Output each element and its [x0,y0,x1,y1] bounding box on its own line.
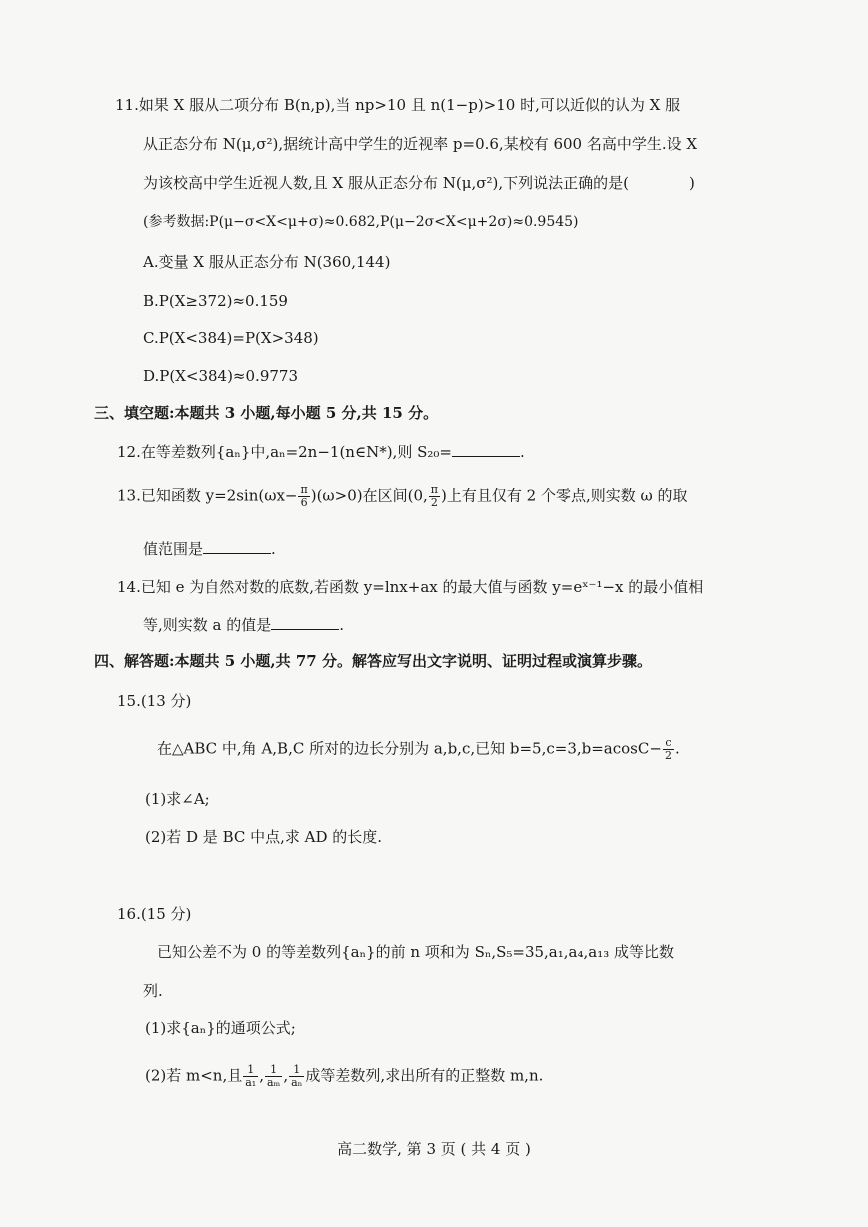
q14-line1: 14.已知 e 为自然对数的底数,若函数 y=lnx+ax 的最大值与函数 y=eˣ⁻¹−x 的最小值相 [117,578,704,596]
section-fill-in-heading: 三、填空题:本题共 3 小题,每小题 5 分,共 15 分。 [94,404,439,422]
q15-part2: (2)若 D 是 BC 中点,求 AD 的长度. [145,828,383,846]
q13-fraction-pi-6 [298,484,309,509]
q16-f1-numerator: 1 [243,1064,258,1077]
q13-answer-blank[interactable] [203,539,271,554]
q16-fraction-1-am [265,1064,282,1089]
q16-f3-numerator: 1 [289,1064,304,1077]
q13-text-a: 13.已知函数 y=2sin(ωx− [117,486,298,505]
q11-option-c: C.P(X<384)=P(X>348) [143,329,319,347]
q11-line2: 从正态分布 N(μ,σ²),据统计高中学生的近视率 p=0.6,某校有 600 名高中学生.设 X [143,135,698,153]
q13-text-c: )上有且仅有 2 个零点,则实数 ω 的取 [441,486,688,505]
q13-f1-numerator: π [300,483,308,496]
q11-line1: 11.如果 X 服从二项分布 B(n,p),当 np>10 且 n(1−p)>10 时,可以近似的认为 X 服 [115,96,681,114]
q16-sep-1: , [259,1066,264,1085]
q12-text: 12.在等差数列{aₙ}中,aₙ=2n−1(n∈N*),则 S₂₀= [117,443,452,461]
question-13 [117,484,688,509]
q12-end: . [519,443,525,461]
q16-f2-denominator: aₘ [267,1076,281,1089]
q15-part1: (1)求∠A; [145,790,210,808]
q16-stem-2: 列. [143,982,163,1000]
q16-f3-denominator: aₙ [291,1076,303,1089]
q15-stem-end: . [674,739,680,758]
q16-f1-denominator: a₁ [245,1076,257,1089]
q14-line2-text: 等,则实数 a 的值是 [143,616,272,634]
q11-option-d: D.P(X<384)≈0.9773 [143,367,298,385]
q16-heading: 16.(15 分) [117,905,192,923]
q14-end: . [339,616,345,634]
section-answer-heading: 四、解答题:本题共 5 小题,共 77 分。解答应写出文字说明、证明过程或演算步骤。 [94,652,652,670]
q16-part2-text-a: (2)若 m<n,且 [145,1066,243,1085]
q13-end: . [271,540,276,558]
q16-part2-text-b: 成等差数列,求出所有的正整数 m,n. [305,1066,544,1085]
q12-answer-blank[interactable] [452,442,520,457]
q13-text-b: )(ω>0)在区间(0, [310,486,428,505]
q15-numerator: c [663,737,674,750]
q13-line2-text: 值范围是 [143,540,204,558]
q13-fraction-pi-2 [429,484,440,509]
q15-heading: 15.(13 分) [117,692,192,710]
q16-part2 [145,1064,543,1089]
q11-line3: 为该校高中学生近视人数,且 X 服从正态分布 N(μ,σ²),下列说法正确的是( ) [143,174,695,192]
q15-stem-text: 在△ABC 中,角 A,B,C 所对的边长分别为 a,b,c,已知 b=5,c=3,b=acosC− [157,739,662,758]
q15-denominator: 2 [664,749,672,762]
q15-fraction-c-2 [663,737,674,762]
q16-part1: (1)求{aₙ}的通项公式; [145,1019,296,1037]
q13-f2-denominator: 2 [430,496,438,509]
q16-fraction-1-a1 [243,1064,258,1089]
q11-option-a: A.变量 X 服从正态分布 N(360,144) [143,253,391,271]
q15-stem [157,737,680,762]
q13-f1-denominator: 6 [300,496,308,509]
q13-f2-numerator: π [430,483,439,496]
q16-sep-2: , [283,1066,289,1085]
q14-answer-blank[interactable] [271,615,339,630]
page-footer: 高二数学, 第 3 页 ( 共 4 页 ) [337,1140,531,1158]
q11-option-b: B.P(X≥372)≈0.159 [143,292,288,310]
q14-line2 [143,614,344,636]
q16-f2-numerator: 1 [265,1064,282,1077]
question-12 [117,441,525,463]
q13-line2 [143,538,276,560]
q16-fraction-1-an [289,1064,304,1089]
q11-reference-data: (参考数据:P(μ−σ<X<μ+σ)≈0.682,P(μ−2σ<X<μ+2σ)≈0.9545) [143,214,579,230]
q16-stem: 已知公差不为 0 的等差数列{aₙ}的前 n 项和为 Sₙ,S₅=35,a₁,a₄,a₁₃ 成等比数 [157,943,674,961]
